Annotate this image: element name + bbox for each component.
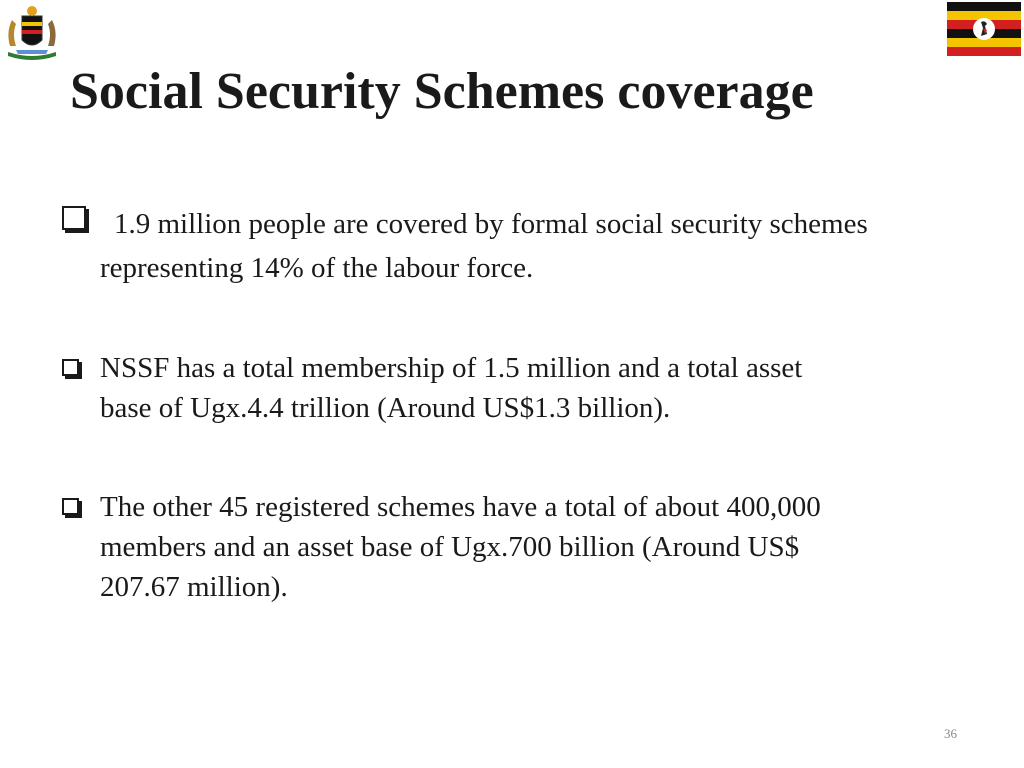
bullet-item bbox=[62, 204, 868, 288]
bullet-item bbox=[62, 487, 821, 607]
bullet-text-line: members and an asset base of Ugx.700 billion (Around US$ bbox=[100, 531, 800, 563]
coat-of-arms-icon bbox=[2, 2, 62, 64]
slide-title: Social Security Schemes coverage bbox=[70, 63, 814, 120]
bullet-text-line: representing 14% of the labour force. bbox=[100, 252, 534, 284]
checkbox-bullet-icon bbox=[62, 206, 86, 230]
bullet-text-line: NSSF has a total membership of 1.5 million and a total asset bbox=[100, 352, 803, 384]
checkbox-bullet-icon bbox=[62, 359, 79, 376]
uganda-flag-icon bbox=[947, 2, 1021, 56]
bullet-text-line: The other 45 registered schemes have a total of about 400,000 bbox=[100, 491, 821, 523]
page-number: 36 bbox=[944, 726, 957, 741]
bullet-text-line: base of Ugx.4.4 trillion (Around US$1.3 billion). bbox=[100, 392, 671, 424]
bullet-text-line: 207.67 million). bbox=[100, 571, 288, 603]
checkbox-bullet-icon bbox=[62, 498, 79, 515]
bullet-item bbox=[62, 348, 802, 428]
bullet-text-line: 1.9 million people are covered by formal social security schemes bbox=[114, 208, 868, 240]
